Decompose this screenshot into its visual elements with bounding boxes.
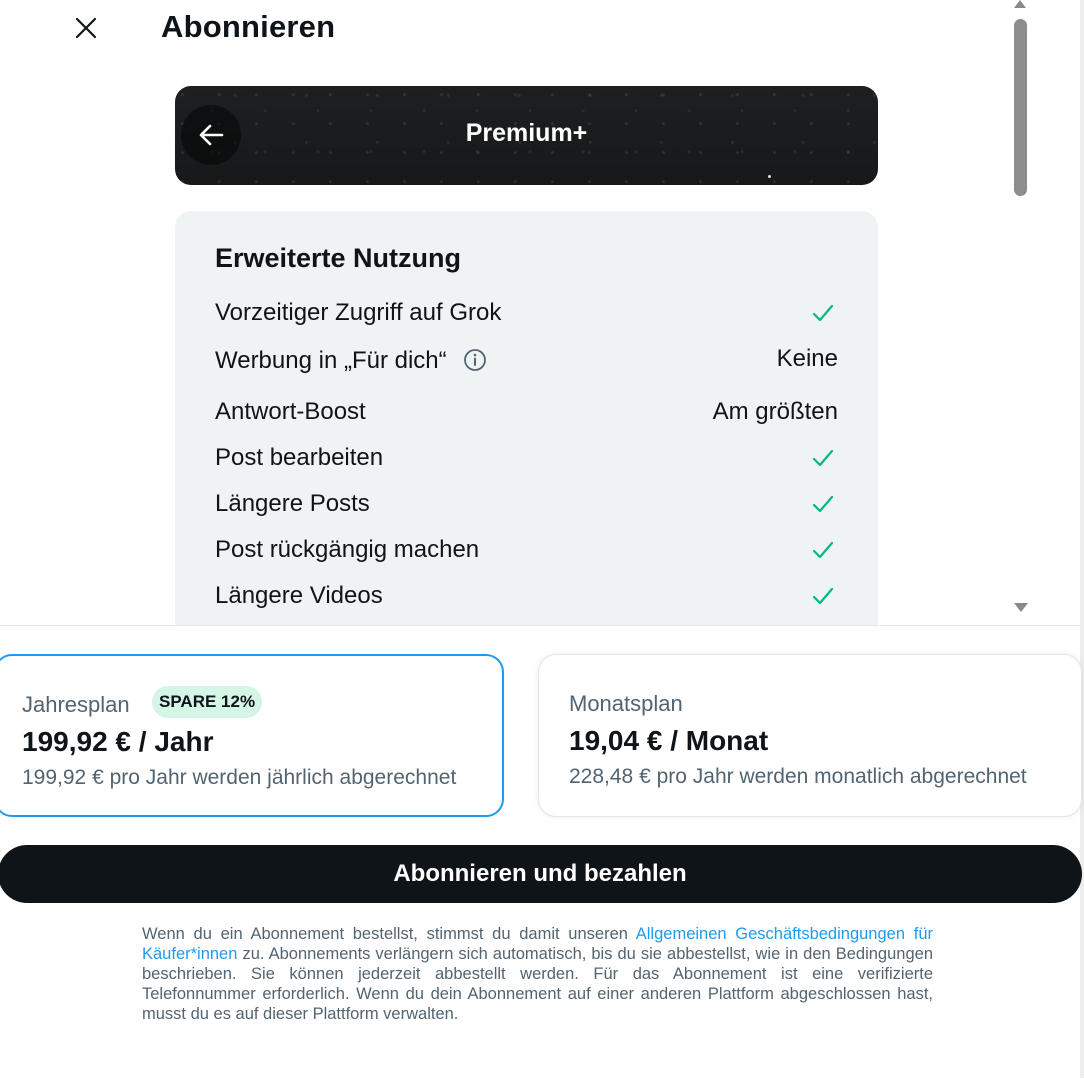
checkmark-icon: [811, 301, 835, 325]
plan-billing-note: 228,48 € pro Jahr werden monatlich abgerechnet: [569, 765, 1027, 788]
scrollbar-thumb[interactable]: [1014, 19, 1027, 196]
subscribe-and-pay-button[interactable]: Abonnieren und bezahlen: [0, 845, 1082, 903]
info-icon[interactable]: [463, 348, 487, 372]
feature-label-with-info: [215, 347, 487, 375]
banner-title: Premium+: [465, 119, 588, 147]
savings-badge: SPARE 12%: [152, 686, 262, 718]
legal-text-end: zu. Abonnements verlängern sich automatisch, bis du sie abbestellst, wie in den Bedingungen beschrieben. Sie können jederzeit abbestellt werden. Für das Abonnement ist eine verifizierte Telefonnummer erforderlich. Wenn du dein Abonnement auf einer anderen Plattform abgeschlossen hast, musst du es auf dieser Plattform verwalten.: [142, 945, 933, 1023]
feature-value: Keine: [776, 345, 838, 372]
plan-price: 199,92 € / Jahr: [22, 726, 214, 757]
window-edge: [1080, 0, 1084, 1078]
feature-label: Längere Posts: [215, 490, 370, 517]
checkmark-icon: [811, 584, 835, 608]
close-icon: [74, 16, 98, 40]
banner-texture-dot: [768, 175, 771, 178]
plan-billing-note: 199,92 € pro Jahr werden jährlich abgerechnet: [22, 766, 457, 789]
checkmark-icon: [811, 492, 835, 516]
monthly-plan-card[interactable]: [538, 654, 1082, 817]
feature-label: Antwort-Boost: [215, 398, 366, 425]
page-title: Abonnieren: [161, 9, 336, 44]
close-button[interactable]: [66, 8, 106, 48]
scroll-up-arrow-icon[interactable]: [1014, 0, 1026, 8]
feature-label: Vorzeitiger Zugriff auf Grok: [215, 299, 502, 326]
scroll-down-arrow-icon[interactable]: [1014, 603, 1028, 612]
premium-banner: [175, 86, 878, 185]
checkmark-icon: [811, 446, 835, 470]
plan-name: Jahresplan: [22, 692, 130, 717]
feature-value: Am größten: [712, 398, 838, 425]
legal-notice: [142, 924, 933, 1024]
feature-label: Längere Videos: [215, 582, 383, 609]
feature-label: Werbung in „Für dich“: [215, 347, 447, 374]
feature-label: Post bearbeiten: [215, 444, 384, 471]
section-title: Erweiterte Nutzung: [215, 243, 462, 273]
feature-label: Post rückgängig machen: [215, 536, 480, 563]
features-panel: [175, 211, 878, 631]
legal-text-start: Wenn du ein Abonnement bestellst, stimmst du damit unseren: [142, 925, 636, 943]
plan-selection-sheet: [0, 625, 1080, 1079]
plan-price: 19,04 € / Monat: [569, 725, 769, 756]
terms-link[interactable]: Allgemeinen Geschäftsbedingungen für Käufer*innen: [142, 925, 933, 963]
checkmark-icon: [811, 538, 835, 562]
yearly-plan-card[interactable]: [0, 654, 504, 817]
plan-name: Monatsplan: [569, 691, 683, 716]
